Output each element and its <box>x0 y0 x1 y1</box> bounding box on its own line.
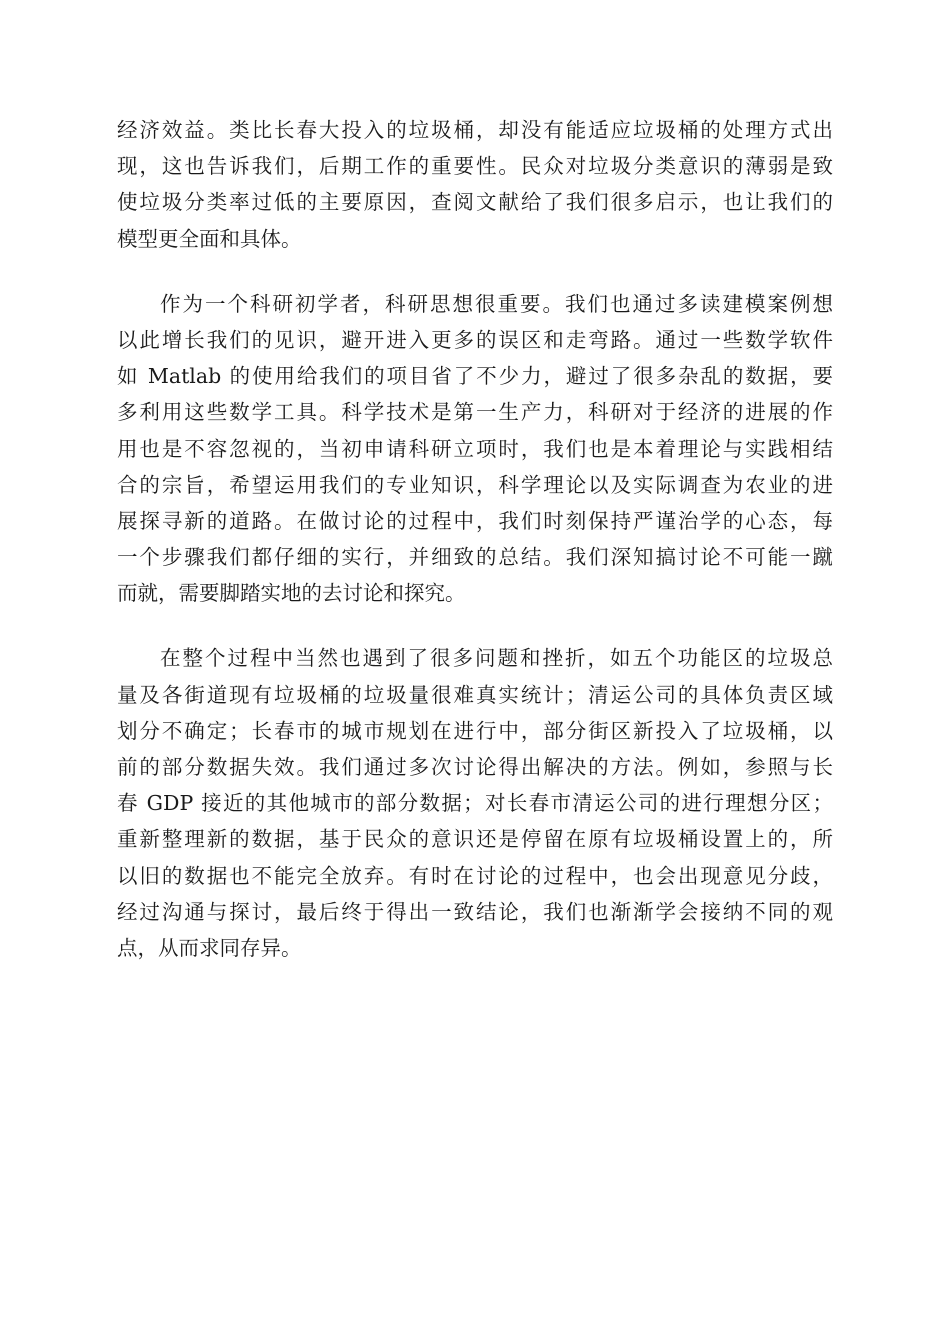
paragraph-spacer <box>117 611 833 640</box>
paragraph-line: 划分不确定；长春市的城市规划在进行中，部分街区新投入了垃圾桶，以 <box>117 718 833 743</box>
paragraph-line: 现，这也告诉我们，后期工作的重要性。民众对垃圾分类意识的薄弱是致 <box>117 154 833 179</box>
paragraph-line: 而就，需要脚踏实地的去讨论和探究。 <box>117 581 466 606</box>
paragraph-line: 重新整理新的数据，基于民众的意识还是停留在原有垃圾桶设置上的，所 <box>117 827 833 852</box>
paragraph-2 <box>117 286 833 612</box>
paragraph-line: 在整个过程中当然也遇到了很多问题和挫折，如五个功能区的垃圾总 <box>160 646 833 671</box>
paragraph-line: 模型更全面和具体。 <box>117 226 302 251</box>
paragraph-spacer <box>117 257 833 286</box>
paragraph-line: 使垃圾分类率过低的主要原因，查阅文献给了我们很多启示，也让我们的 <box>117 190 833 215</box>
paragraph-line: 经济效益。类比长春大投入的垃圾桶，却没有能适应垃圾桶的处理方式出 <box>117 118 833 142</box>
paragraph-line: 春 GDP 接近的其他城市的部分数据；对长春市清运公司的进行理想分区； <box>117 791 833 816</box>
paragraph-line: 作为一个科研初学者，科研思想很重要。我们也通过多读建模案例想 <box>160 291 833 316</box>
paragraph-3 <box>117 640 833 966</box>
paragraph-line: 一个步骤我们都仔细的实行，并细致的总结。我们深知搞讨论不可能一蹴 <box>117 545 833 570</box>
paragraph-line: 量及各街道现有垃圾桶的垃圾量很难真实统计；清运公司的具体负责区域 <box>117 682 833 707</box>
paragraph-line: 经过沟通与探讨，最后终于得出一致结论，我们也渐渐学会接纳不同的观 <box>117 899 833 924</box>
paragraph-line: 以此增长我们的见识，避开进入更多的误区和走弯路。通过一些数学软件 <box>117 327 833 352</box>
paragraph-line: 前的部分数据失效。我们通过多次讨论得出解决的方法。例如，参照与长 <box>117 755 833 779</box>
document-body <box>117 112 833 966</box>
paragraph-line: 以旧的数据也不能完全放弃。有时在讨论的过程中，也会出现意见分歧， <box>117 863 833 888</box>
paragraph-line: 如 Matlab 的使用给我们的项目省了不少力，避过了很多杂乱的数据，要 <box>117 364 833 389</box>
paragraph-1 <box>117 112 833 257</box>
paragraph-line: 多利用这些数学工具。科学技术是第一生产力，科研对于经济的进展的作 <box>117 400 833 425</box>
paragraph-line: 合的宗旨，希望运用我们的专业知识，科学理论以及实际调查为农业的进 <box>117 472 833 497</box>
paragraph-line: 用也是不容忽视的，当初申请科研立项时，我们也是本着理论与实践相结 <box>117 436 833 461</box>
paragraph-line: 展探寻新的道路。在做讨论的过程中，我们时刻保持严谨治学的心态，每 <box>117 508 833 533</box>
paragraph-line: 点，从而求同存异。 <box>117 935 302 960</box>
